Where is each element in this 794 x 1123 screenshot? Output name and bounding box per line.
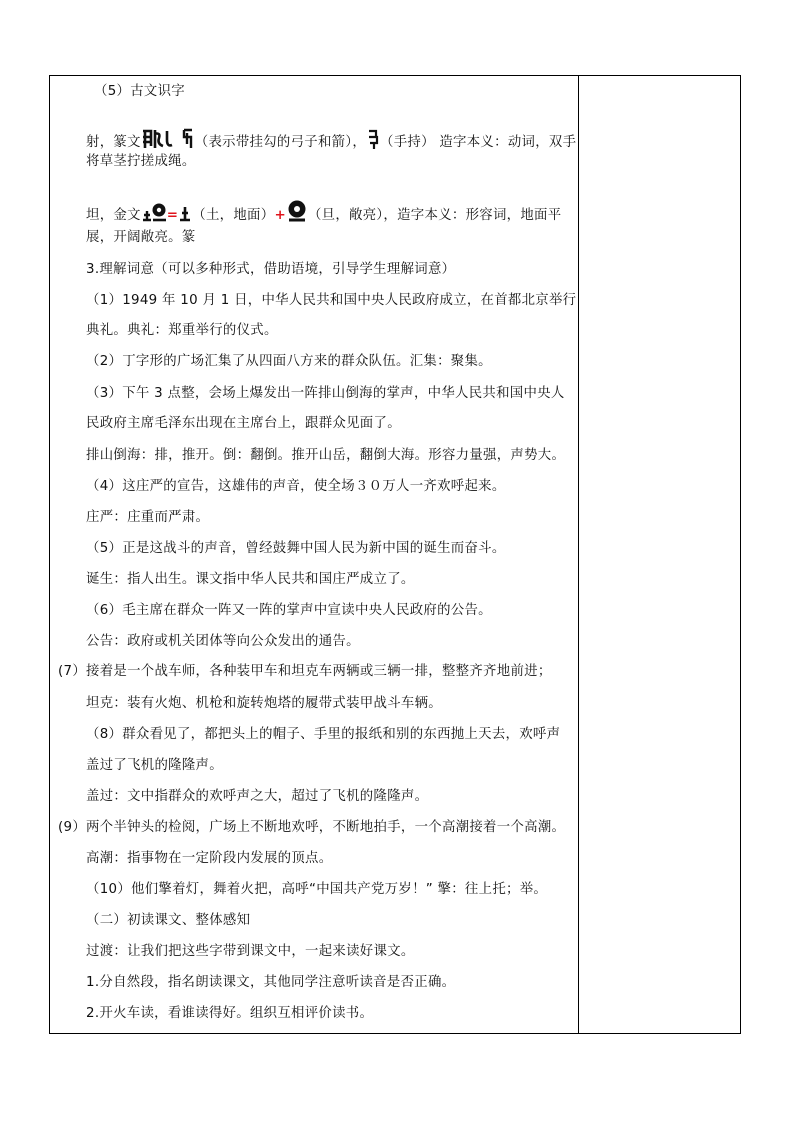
paragraph-line: （6）毛主席在群众一阵又一阵的掌声中宣读中央人民政府的公告。 [86,603,492,618]
paragraph-line: 展，开阔敞亮。篆 [86,230,196,245]
text: （手持） 造字本义：动词，双手 [380,135,577,150]
text: （表示带挂勾的弓子和箭）， [194,135,367,150]
seal-script-bow-arrow-glyph [181,128,195,156]
text: （旦，敞亮），造字本义：形容词，地面平 [307,208,562,223]
paragraph-line: (7）接着是一个战车师，各种装甲车和坦克车两辆或三辆一排，整整齐齐地前进； [58,664,552,679]
equals-sign: = [166,208,179,223]
paragraph-line: （3）下午 3 点整，会场上爆发出一阵排山倒海的掌声，中华人民共和国中央人 [86,386,565,401]
paragraph-line: 诞生：指人出生。课文指中华人民共和国庄严成立了。 [86,572,415,587]
bronze-script-dan-glyph [286,199,308,229]
paragraph-line: （8）群众看见了，都把头上的帽子、手里的报纸和别的东西抛上天去，欢呼声 [86,727,561,742]
paragraph-line: 民政府主席毛泽东出现在主席台上，跟群众见面了。 [86,416,401,431]
plus-sign: + [274,208,286,223]
bronze-script-tan-glyph [141,201,167,229]
text: （土，地面） [192,208,275,223]
paragraph-line: 公告：政府或机关团体等向公众发出的通告。 [86,634,360,649]
paragraph-line: 1.分自然段，指名朗读课文，其他同学注意听读音是否正确。 [86,975,456,990]
paragraph-line: 典礼。典礼：郑重举行的仪式。 [86,323,278,338]
paragraph-line: 坦克：装有火炮、机枪和旋转炮塔的履带式装甲战斗车辆。 [86,696,442,711]
paragraph-line: （10）他们擎着灯，舞着火把，高呼“中国共产党万岁！” 擎：往上托；举。 [86,882,548,897]
paragraph-line: 盖过了飞机的隆隆声。 [86,758,223,773]
paragraph-line: （5）正是这战斗的声音，曾经鼓舞中国人民为新中国的诞生而奋斗。 [86,541,506,556]
bronze-script-tu-glyph [178,201,192,229]
paragraph-line: (9）两个半钟头的检阅，广场上不断地欢呼，不断地拍手，一个高潮接着一个高潮。 [58,820,566,835]
paragraph-line: 庄严：庄重而严肃。 [86,510,210,525]
paragraph-line: （4）这庄严的宣告，这雄伟的声音，使全场３０万人一齐欢呼起来。 [86,479,506,494]
seal-script-hand-glyph [366,128,380,156]
paragraph-line [86,128,576,156]
seal-script-she-glyph [141,128,181,156]
paragraph-line: 盖过：文中指群众的欢呼声之大，超过了飞机的隆隆声。 [86,789,429,804]
paragraph-line: 过渡：让我们把这些字带到课文中，一起来读好课文。 [86,944,415,959]
paragraph-line: 2.开火车读，看谁读得好。组织互相评价读书。 [86,1006,374,1021]
text: 射，篆文 [86,135,141,150]
paragraph-line: 将草茎拧搓成绳。 [86,154,196,169]
paragraph-line: （1）1949 年 10 月 1 日，中华人民共和国中央人民政府成立，在首都北京举行 [86,293,577,308]
section-heading: 3.理解词意（可以多种形式，借助语境，引导学生理解词意） [86,262,456,277]
paragraph-line: 高潮：指事物在一定阶段内发展的顶点。 [86,851,333,866]
lesson-content-cell [50,76,579,1034]
paragraph-line [86,199,561,229]
section-heading: （5）古文识字 [94,84,185,99]
text: 坦，金文 [86,208,141,223]
lesson-table [49,75,741,1034]
paragraph-line: （2）丁字形的广场汇集了从四面八方来的群众队伍。汇集：聚集。 [86,354,492,369]
paragraph-line: 排山倒海：排，推开。倒：翻倒。推开山岳，翻倒大海。形容力量强，声势大。 [86,448,566,463]
notes-column-cell [579,76,741,1034]
section-heading: （二）初读课文、整体感知 [86,913,251,928]
